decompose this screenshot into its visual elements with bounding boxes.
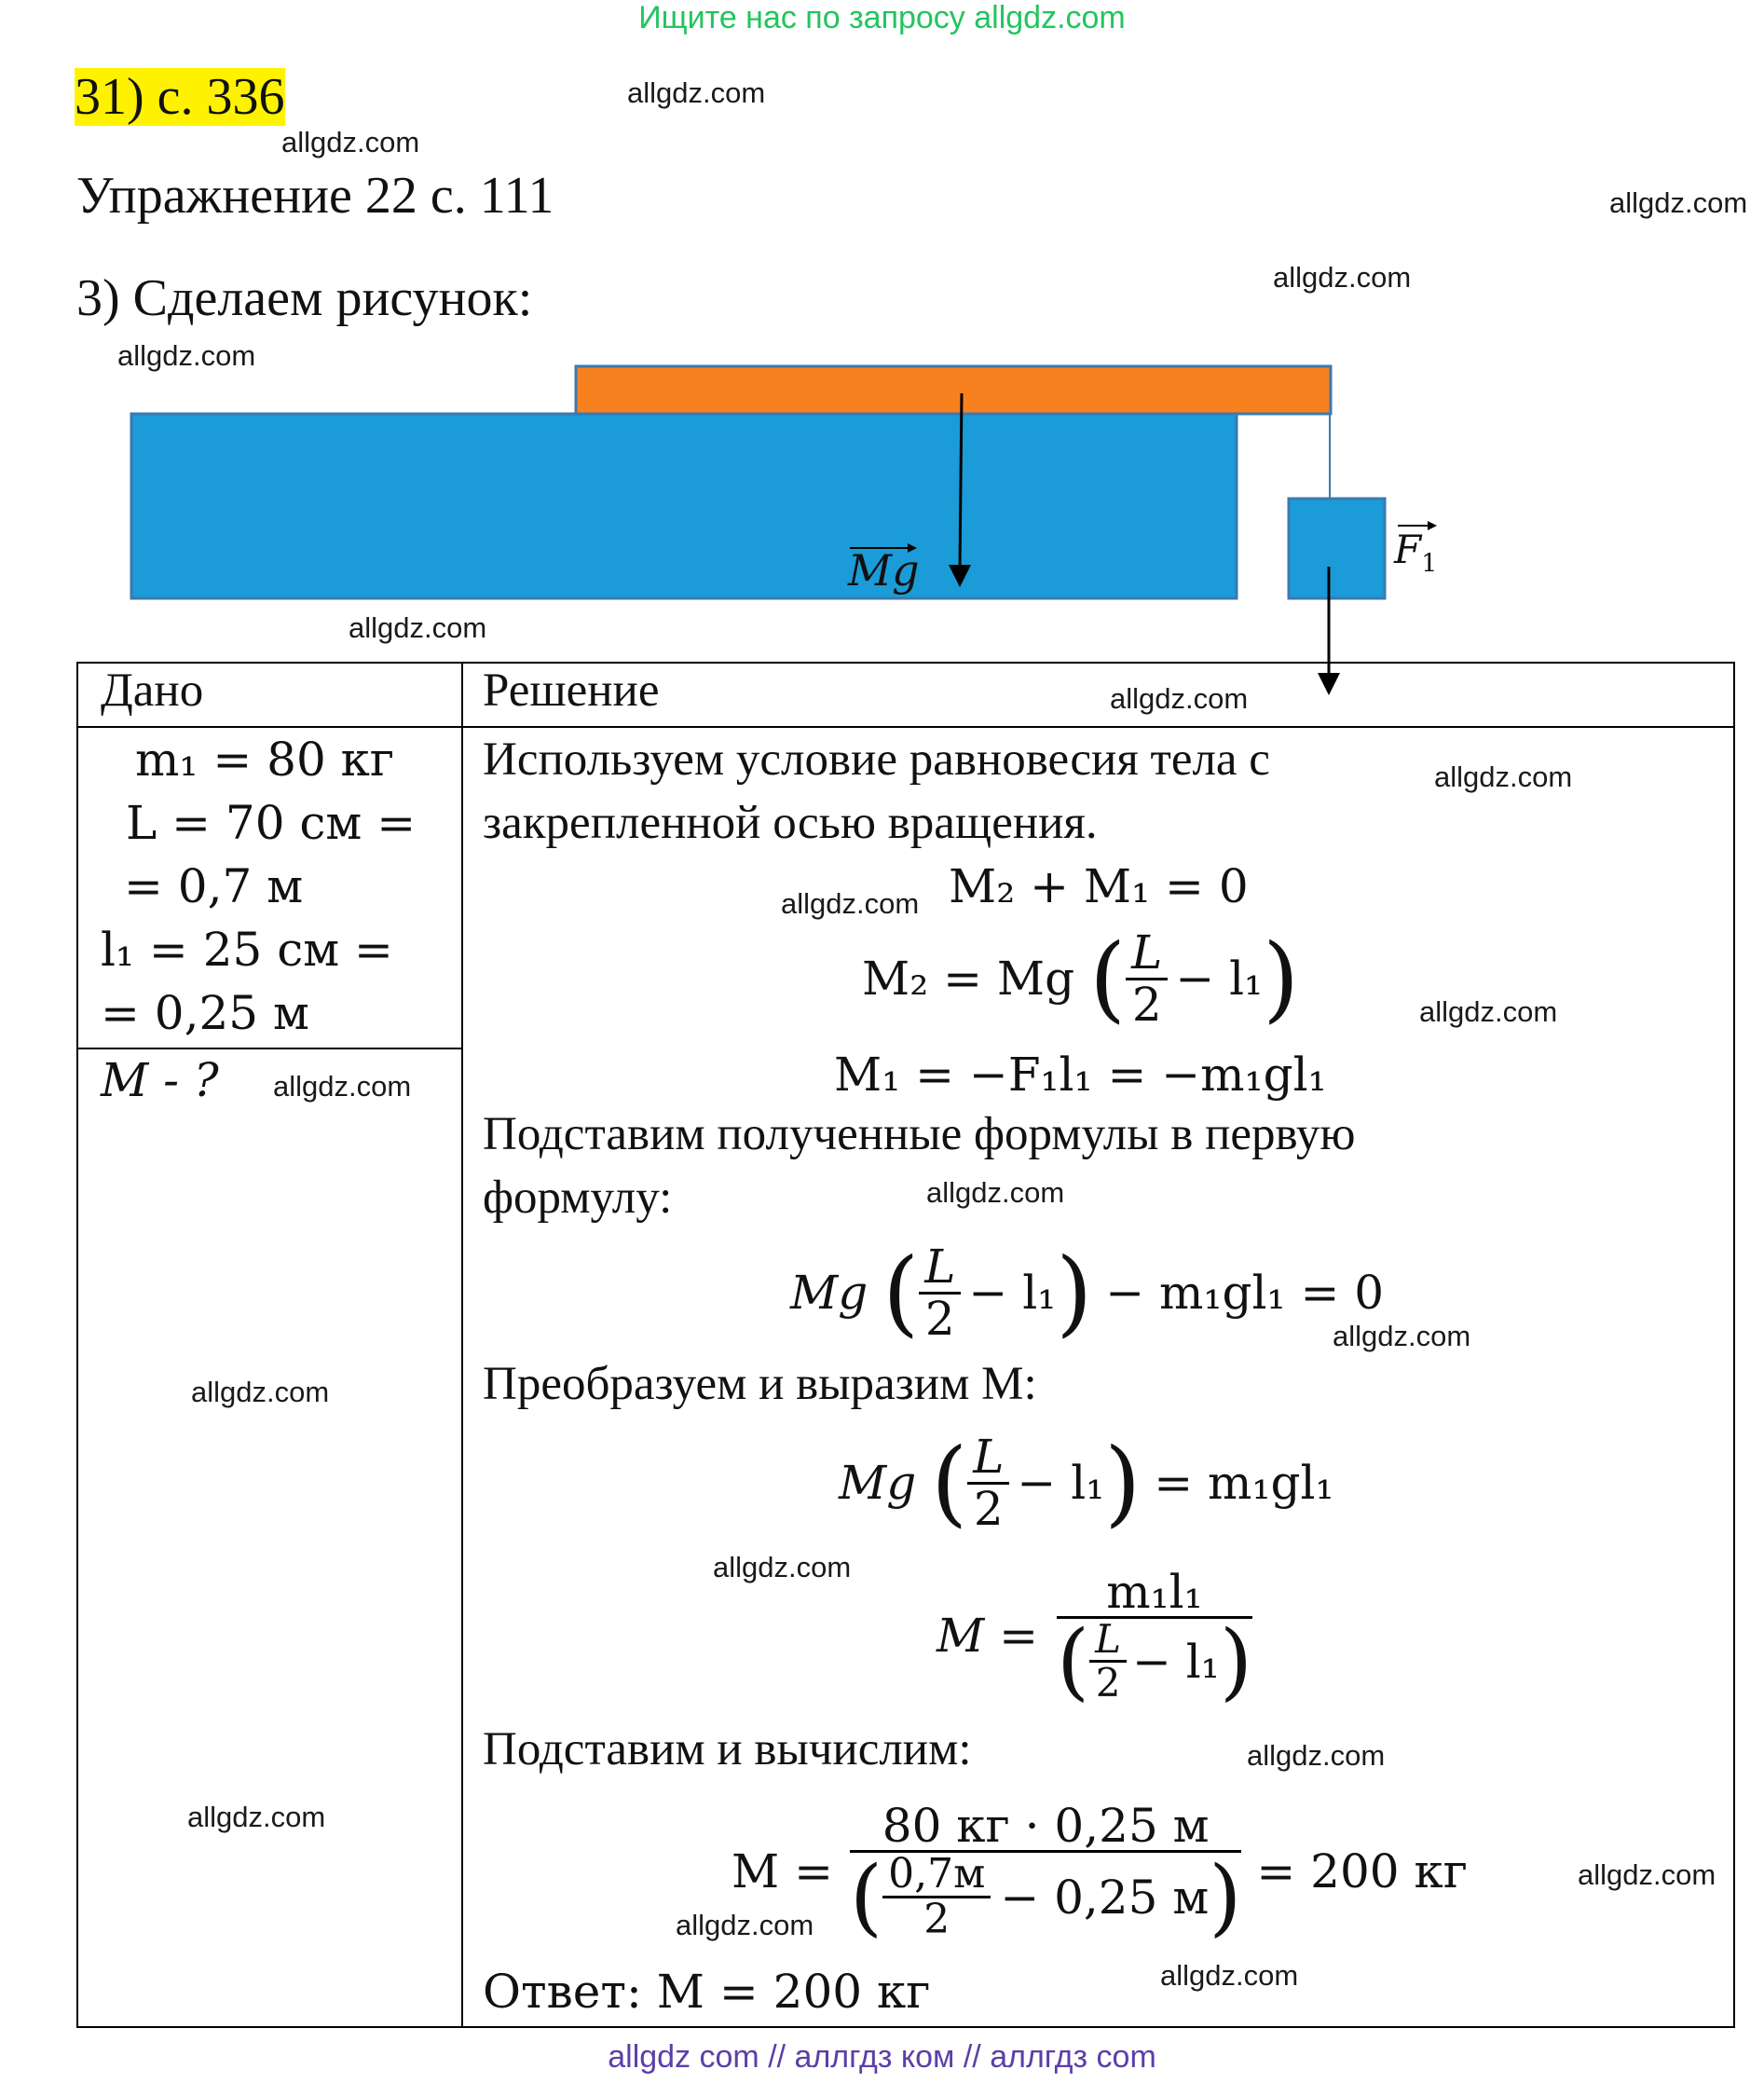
- watermark: allgdz.com: [1609, 186, 1748, 219]
- eq-M2-left: M₂ = Mg: [862, 952, 1075, 1006]
- eq-transformed: [839, 1422, 1334, 1543]
- eq-tr-minus: − l₁: [1017, 1456, 1105, 1510]
- watermark: allgdz.com: [1434, 761, 1573, 793]
- eq-M2: [862, 923, 1299, 1035]
- eq-M2-minus: − l₁: [1175, 952, 1264, 1006]
- eq-M-den-lparen: (: [1056, 1611, 1090, 1710]
- eq-M-num: m₁l₁: [1057, 1568, 1252, 1620]
- f1-letter: F: [1394, 527, 1422, 572]
- solution-p1a: Используем условие равновесия тела с: [483, 733, 1270, 786]
- solution-header: Решение: [483, 665, 660, 717]
- eq-calc-den-den: 2: [923, 1896, 950, 1944]
- eq-tr-right: = m₁gl₁: [1154, 1456, 1334, 1510]
- watermark: allgdz.com: [1110, 682, 1249, 715]
- watermark: allgdz.com: [187, 1801, 326, 1833]
- eq-tr-num: L: [967, 1432, 1009, 1485]
- solution-p2a: Подставим полученные формулы в первую: [483, 1108, 1356, 1160]
- eq-calculation: [732, 1778, 1468, 1965]
- eq-calc-den-rparen: ): [1209, 1847, 1242, 1946]
- eq-sub-lparen: (: [882, 1238, 920, 1347]
- footer-links[interactable]: allgdz com // аллгдз ком // аллгдз com: [608, 2039, 1156, 2075]
- hanging-weight: [1289, 499, 1385, 598]
- eq-tr-Mg: Mg: [839, 1456, 917, 1510]
- eq-M-den-den: 2: [1095, 1660, 1121, 1706]
- eq-calc-frac: [849, 1798, 1242, 1946]
- given-find-divider: [76, 1048, 463, 1049]
- solution-p3: Преобразуем и выразим M:: [483, 1358, 1037, 1410]
- equilibrium-figure: [0, 0, 1764, 708]
- watermark: allgdz.com: [676, 1909, 814, 1941]
- watermark: allgdz.com: [349, 611, 487, 644]
- column-divider: [461, 662, 463, 2026]
- eq-calc-den-frac: [882, 1850, 991, 1944]
- f1-label: [1394, 527, 1438, 578]
- mg-label: Mg: [848, 545, 920, 596]
- watermark: allgdz.com: [1419, 995, 1558, 1028]
- eq-M2-den: 2: [1131, 977, 1162, 1032]
- eq-sub-frac: [919, 1240, 961, 1346]
- watermark: allgdz.com: [713, 1551, 852, 1583]
- watermark: allgdz.com: [781, 887, 920, 920]
- eq-tr-rparen: ): [1104, 1428, 1142, 1537]
- eq-calc-left: M =: [732, 1844, 833, 1898]
- given-L: L = 70 см =: [126, 796, 417, 850]
- answer: Ответ: M = 200 кг: [483, 1965, 931, 2019]
- eq-calc-result: = 200 кг: [1256, 1844, 1468, 1898]
- eq-M-frac: [1056, 1564, 1252, 1710]
- eq-M-den-minus: − l₁: [1132, 1634, 1220, 1689]
- watermark: allgdz.com: [1333, 1320, 1471, 1352]
- eq-sub-minus: − l₁: [968, 1266, 1057, 1320]
- eq-calc-den: [849, 1847, 1242, 1946]
- step-title: 3) Сделаем рисунок:: [76, 269, 533, 327]
- eq-M2-frac: [1126, 925, 1168, 1032]
- find-M: M - ?: [101, 1053, 219, 1107]
- eq-M2-num: L: [1126, 928, 1168, 980]
- eq-tr-den: 2: [973, 1481, 1004, 1536]
- given-header: Дано: [101, 665, 204, 717]
- eq-sub-Mg: Mg: [790, 1266, 868, 1320]
- eq-M2-rparen: ): [1263, 924, 1300, 1033]
- eq-M-den-num: L: [1089, 1619, 1127, 1663]
- eq-sub-den: 2: [924, 1291, 955, 1346]
- eq-tr-lparen: (: [931, 1428, 968, 1537]
- exercise-title: Упражнение 22 с. 111: [76, 167, 554, 225]
- header-divider: [76, 726, 1733, 728]
- watermark: allgdz.com: [273, 1070, 412, 1103]
- solution-p2b: формулу:: [483, 1172, 673, 1224]
- table-block: [131, 414, 1237, 598]
- watermark: allgdz.com: [627, 76, 766, 109]
- eq-tr-frac: [967, 1430, 1009, 1536]
- solution-p1b: закрепленной осью вращения.: [483, 797, 1098, 849]
- given-L-m: = 0,7 м: [124, 859, 304, 913]
- watermark: allgdz.com: [191, 1376, 330, 1408]
- eq-M2-lparen: (: [1089, 924, 1127, 1033]
- eq-M-left: M =: [937, 1609, 1038, 1663]
- watermark: allgdz.com: [1578, 1858, 1716, 1891]
- eq-sub-num: L: [919, 1242, 961, 1295]
- eq-M-den-frac: [1089, 1616, 1127, 1706]
- f1-sub: 1: [1421, 549, 1438, 579]
- watermark: allgdz.com: [1273, 261, 1412, 294]
- eq-calc-den-num: 0,7м: [882, 1853, 991, 1898]
- board: [576, 366, 1331, 414]
- watermark: allgdz.com: [281, 126, 420, 158]
- eq-M-den-rparen: ): [1219, 1611, 1252, 1710]
- eq-sub-rparen: ): [1056, 1238, 1093, 1347]
- watermark: allgdz.com: [1247, 1739, 1386, 1772]
- watermark: allgdz.com: [1160, 1959, 1299, 1992]
- eq-calc-den-lparen: (: [849, 1847, 883, 1946]
- mg-arrow-shaft: [960, 393, 962, 569]
- eq-moment-sum: M₂ + M₁ = 0: [949, 859, 1249, 913]
- eq-sub-right: − m₁gl₁ = 0: [1105, 1266, 1385, 1320]
- watermark: allgdz.com: [926, 1176, 1065, 1209]
- given-l1-m: = 0,25 м: [101, 986, 309, 1040]
- solution-p4: Подставим и вычислим:: [483, 1723, 972, 1775]
- eq-M-expression: [937, 1547, 1252, 1724]
- eq-substituted: [790, 1232, 1384, 1353]
- watermark: allgdz.com: [117, 339, 256, 372]
- eq-calc-num: 80 кг · 0,25 м: [850, 1802, 1241, 1854]
- given-m1: m₁ = 80 кг: [135, 733, 395, 787]
- page-reference-highlight: 31) с. 336: [75, 68, 285, 126]
- eq-calc-den-minus: − 0,25 м: [1000, 1870, 1210, 1925]
- eq-M1: M₁ = −F₁l₁ = −m₁gl₁: [834, 1048, 1327, 1102]
- eq-M-den: [1056, 1611, 1252, 1710]
- top-banner[interactable]: Ищите нас по запросу allgdz.com: [638, 0, 1126, 35]
- given-l1: l₁ = 25 см =: [101, 923, 393, 977]
